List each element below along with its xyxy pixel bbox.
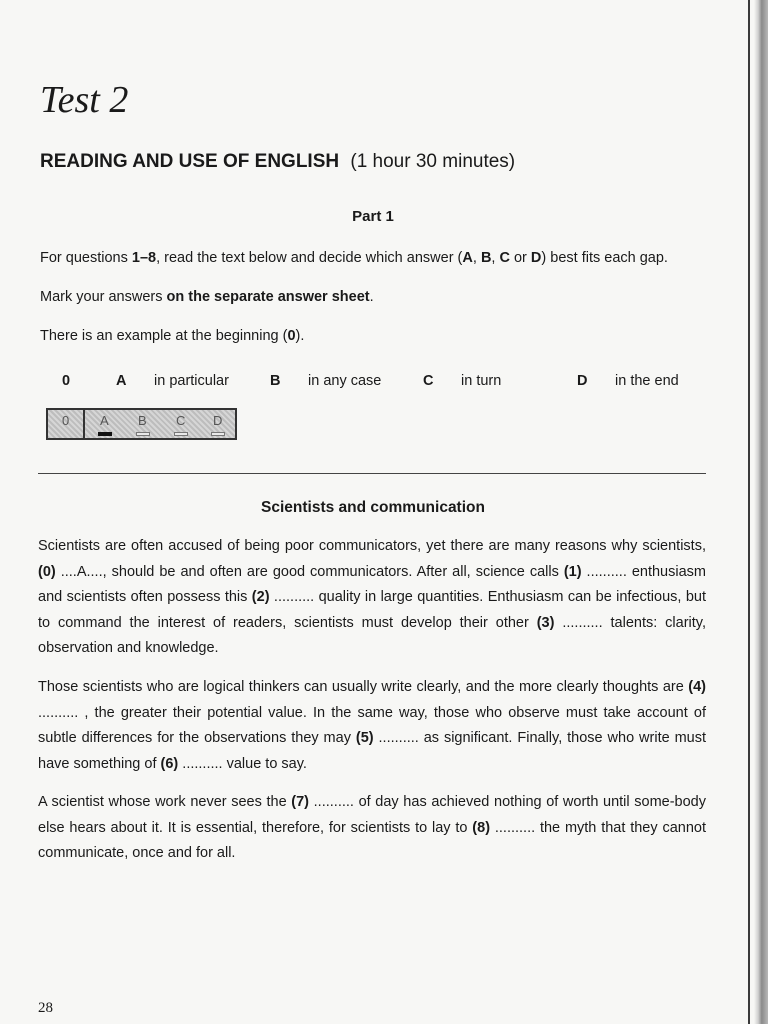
test-title: Test 2 <box>40 79 129 121</box>
instruction-range: 1–8 <box>131 250 157 266</box>
example-option-letter: D <box>577 373 588 389</box>
grid-letter: A <box>100 413 109 428</box>
gap-8: (8) <box>472 819 491 836</box>
example-option-text: in the end <box>615 373 679 389</box>
page-edge-shadow <box>754 0 768 1024</box>
paragraph-text: .......... the myth that they cannot communicate, once and for all. <box>38 819 706 861</box>
instruction-text: , read the text below and decide which answer ( <box>156 250 463 266</box>
paragraph-text: .......... enthusiasm and scientists often possess this <box>38 563 706 605</box>
gap-6: (6) <box>160 755 179 772</box>
instruction-letter: A <box>462 250 473 266</box>
text-title: Scientists and communication <box>261 499 485 516</box>
paragraph-text: A scientist whose work never sees the <box>38 794 292 810</box>
instruction-text: , <box>491 250 500 266</box>
instruction-line-3 <box>40 328 304 344</box>
gap-4: (4) <box>688 679 706 695</box>
paragraph-3 <box>38 790 706 867</box>
grid-divider <box>83 410 85 438</box>
example-number: 0 <box>62 373 71 389</box>
gap-5: (5) <box>355 730 374 746</box>
paragraph-text: .......... quality in large quantities. Enthusiasm can be infectious, but to command the interest of readers, scientists must develop their other <box>38 589 706 631</box>
paragraph-1 <box>38 534 706 662</box>
paragraph-text: Scientists are often accused of being poor communicators, yet there are many reasons why scientists, <box>38 538 706 554</box>
section-name: READING AND USE OF ENGLISH <box>40 151 340 172</box>
example-option-letter: C <box>423 373 434 389</box>
example-option-letter: A <box>116 373 127 389</box>
gap-7: (7) <box>291 794 310 810</box>
grid-mark <box>136 432 150 436</box>
divider-rule <box>38 473 706 474</box>
instruction-text: Mark your answers <box>40 289 167 305</box>
instruction-text: , <box>472 250 481 266</box>
example-option-text: in turn <box>461 373 502 389</box>
instruction-text: ). <box>295 328 305 344</box>
instruction-text: For questions <box>40 250 132 266</box>
grid-letter: D <box>213 413 223 428</box>
grid-letter: C <box>176 413 186 428</box>
instruction-line-2 <box>40 289 374 305</box>
paragraph-text: .......... as significant. Finally, those who write must have something of <box>38 730 707 772</box>
paragraph-text: .......... talents: clarity, observation and knowledge. <box>38 614 706 656</box>
paragraph-text: .......... of day has achieved nothing of worth until some-body else hears about it. It is essential, therefore, for scientists to lay to <box>38 794 706 836</box>
gap-0: (0) <box>38 563 56 580</box>
gap-1: (1) <box>563 563 582 580</box>
grid-number: 0 <box>62 413 70 428</box>
part-heading: Part 1 <box>352 208 394 225</box>
instruction-line-1 <box>40 250 668 266</box>
section-title <box>40 151 515 173</box>
paragraph-text: .......... value to say. <box>178 755 307 772</box>
section-duration: (1 hour 30 minutes) <box>350 151 516 172</box>
instruction-letter: B <box>480 250 492 266</box>
grid-letter: B <box>138 413 147 428</box>
instruction-text: ) best fits each gap. <box>541 250 668 266</box>
example-option-letter: B <box>270 373 281 389</box>
instruction-text: . <box>369 289 374 305</box>
instruction-letter: D <box>530 250 542 266</box>
grid-mark <box>174 432 188 436</box>
instruction-emphasis: on the separate answer sheet <box>166 289 370 305</box>
gap-3: (3) <box>536 614 555 631</box>
example-option-text: in any case <box>308 373 382 389</box>
gap-2: (2) <box>251 589 270 605</box>
instruction-example-number: 0 <box>287 328 296 344</box>
page-edge-line <box>748 0 750 1024</box>
paragraph-2 <box>38 675 706 777</box>
example-option-text: in particular <box>154 373 229 389</box>
instruction-text: or <box>509 250 531 266</box>
grid-mark-selected <box>98 432 112 436</box>
paragraph-text: should be and often are good communicators. After all, science calls <box>106 563 564 580</box>
page-number: 28 <box>38 1000 53 1016</box>
paragraph-text: .......... , the greater their potential value. In the same way, those who observe must take account of subtle differences for the observations they may <box>38 704 706 746</box>
grid-mark <box>211 432 225 436</box>
gap-0-answer: ....A...., <box>55 563 107 580</box>
answer-grid <box>46 408 237 440</box>
instruction-letter: C <box>499 250 510 266</box>
paragraph-text: Those scientists who are logical thinkers can usually write clearly, and the more clearly thoughts are <box>38 679 689 695</box>
instruction-text: There is an example at the beginning ( <box>40 328 288 344</box>
